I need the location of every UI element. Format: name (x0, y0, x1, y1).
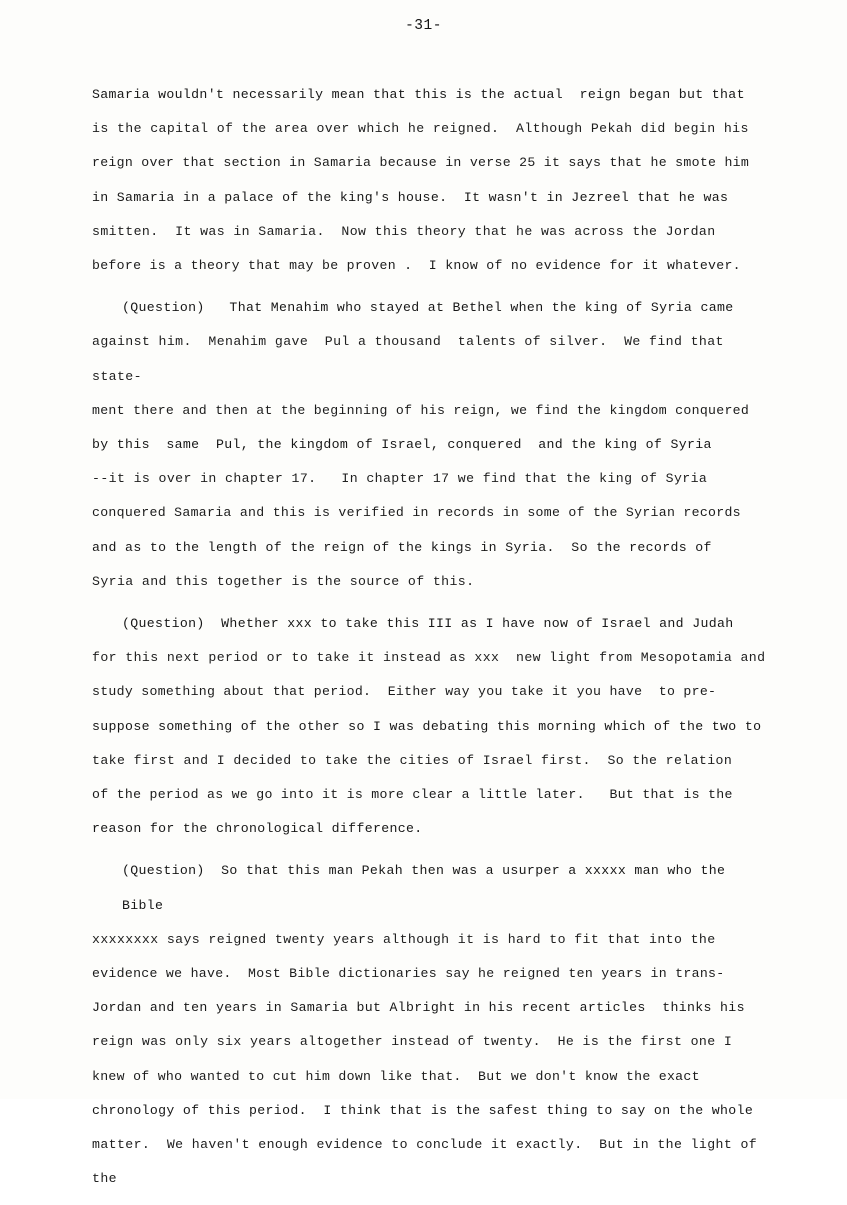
text-line: evidence we have. Most Bible dictionaries say he reigned ten years in trans- (92, 966, 725, 982)
paragraph (92, 291, 772, 599)
text-line: (Question) That Menahim who stayed at Bethel when the king of Syria came (122, 300, 734, 316)
text-line: take first and I decided to take the cities of Israel first. So the relation (92, 752, 733, 768)
text-line: reason for the chronological difference. (92, 821, 423, 837)
text-line: suppose something of the other so I was debating this morning which of the two to (92, 718, 762, 734)
text-line: (Question) Whether xxx to take this III as I have now of Israel and Judah (122, 616, 734, 632)
text-line: (Question) So that this man Pekah then was a usurper a xxxxx man who the Bible (122, 863, 734, 913)
paragraph (92, 854, 772, 1196)
text-line: chronology of this period. I think that is the safest thing to say on the whole (92, 1102, 754, 1118)
text-line: and as to the length of the reign of the kings in Syria. So the records of (92, 539, 712, 555)
text-line: of the period as we go into it is more clear a little later. But that is the (92, 787, 733, 803)
text-line: for this next period or to take it instead as xxx new light from Mesopotamia and (92, 650, 766, 666)
text-line: xxxxxxxx says reigned twenty years although it is hard to fit that into the (92, 931, 716, 947)
text-line: is the capital of the area over which he reigned. Although Pekah did begin his (92, 121, 749, 137)
paragraph (92, 78, 772, 283)
document-body (92, 78, 772, 1205)
text-line: conquered Samaria and this is verified in records in some of the Syrian records (92, 505, 741, 521)
text-line: --it is over in chapter 17. In chapter 17 we find that the king of Syria (92, 471, 708, 487)
text-line: matter. We haven't enough evidence to conclude it exactly. But in the light of the (92, 1137, 766, 1187)
text-line: against him. Menahim gave Pul a thousand talents of silver. We find that state- (92, 334, 733, 384)
text-line: before is a theory that may be proven . I know of no evidence for it whatever. (92, 258, 741, 274)
page-number: -31- (405, 18, 442, 34)
text-line: knew of who wanted to cut him down like that. But we don't know the exact (92, 1068, 700, 1084)
text-line: Jordan and ten years in Samaria but Albright in his recent articles thinks his (92, 1000, 745, 1016)
text-line: study something about that period. Either way you take it you have to pre- (92, 684, 717, 700)
text-line: reign was only six years altogether instead of twenty. He is the first one I (92, 1034, 733, 1050)
text-line: in Samaria in a palace of the king's house. It wasn't in Jezreel that he was (92, 189, 729, 205)
text-line: Syria and this together is the source of this. (92, 573, 475, 589)
text-line: reign over that section in Samaria because in verse 25 it says that he smote him (92, 155, 750, 171)
text-line: Samaria wouldn't necessarily mean that this is the actual reign began but that (92, 87, 745, 102)
text-line: by this same Pul, the kingdom of Israel, conquered and the king of Syria (92, 437, 712, 453)
text-line: smitten. It was in Samaria. Now this theory that he was across the Jordan (92, 223, 716, 239)
text-line: ment there and then at the beginning of his reign, we find the kingdom conquered (92, 402, 750, 418)
paragraph (92, 607, 772, 846)
